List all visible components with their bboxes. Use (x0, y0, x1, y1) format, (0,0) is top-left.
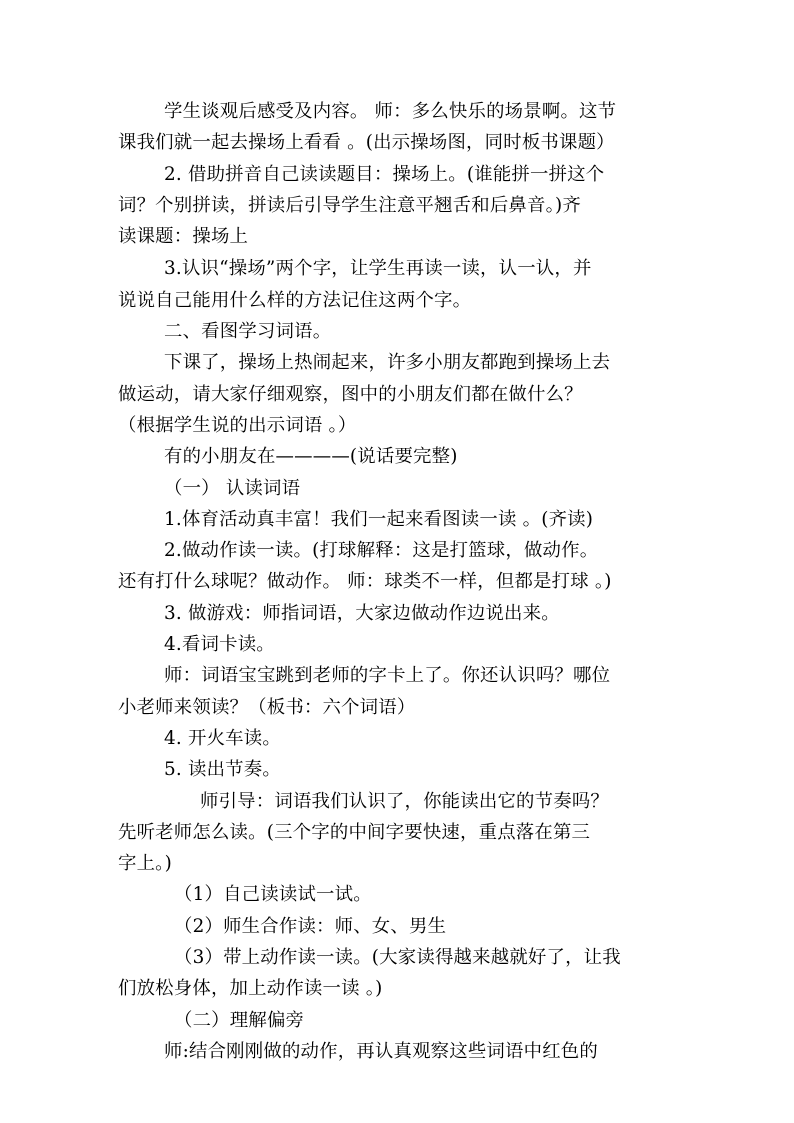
text-line: （根据学生说的出示词语 。） (118, 414, 357, 436)
text-line: 先听老师怎么读。(三个字的中间字要快速，重点落在第三 (118, 821, 591, 843)
document-body (118, 96, 678, 1067)
text-line: 师：词语宝宝跳到老师的字卡上了。你还认识吗？哪位 (164, 665, 611, 687)
text-line: （1）自己读读试一试。 (174, 884, 372, 906)
text-line: 们放松身体，加上动作读一读 。) (118, 978, 383, 1000)
text-line: 3. 做游戏：师指词语，大家边做动作边说出来。 (164, 602, 560, 624)
subsection-heading: （二）理解偏旁 (174, 1009, 305, 1031)
text-line: （3）带上动作读一读。(大家读得越来越就好了，让我 (174, 947, 621, 969)
section-heading: 二、看图学习词语。 (164, 321, 332, 343)
text-line: 下课了，操场上热闹起来，许多小朋友都跑到操场上去 (164, 352, 611, 374)
text-line: 说说自己能用什么样的方法记住这两个字。 (118, 289, 472, 311)
text-line: 5. 读出节奏。 (164, 759, 281, 781)
text-line: （2）师生合作读：师、女、男生 (174, 915, 447, 937)
subsection-heading: （一） 认读词语 (164, 477, 301, 499)
text-line: 1.体育活动真丰富！我们一起来看图读一读 。(齐读) (164, 508, 594, 530)
text-line: 学生谈观后感受及内容。 师：多么快乐的场景啊。这节 (164, 101, 617, 122)
text-line: 读课题：操场上 (118, 226, 249, 248)
text-line: 4.看词卡读。 (164, 634, 275, 656)
text-line: 还有打什么球呢？做动作。 师：球类不一样，但都是打球 。) (118, 571, 612, 593)
text-line: 师:结合刚刚做的动作，再认真观察这些词语中红色的 (164, 1040, 598, 1062)
text-line: 课我们就一起去操场上看看 。(出示操场图，同时板书课题） (118, 132, 615, 154)
text-line: 师引导：词语我们认识了，你能读出它的节奏吗？ (200, 790, 609, 812)
text-line: 3.认识“操场”两个字，让学生再读一读，认一认，并 (164, 258, 592, 280)
text-line: 4. 开火车读。 (164, 727, 281, 749)
text-line: 做运动，请大家仔细观察，图中的小朋友们都在做什么？ (118, 383, 583, 405)
text-line: 小老师来领读？（板书：六个词语） (118, 696, 416, 718)
text-line: 字上。) (118, 853, 172, 875)
text-line: 有的小朋友在————(说话要完整) (164, 446, 458, 468)
text-line: 词？个别拼读，拼读后引导学生注意平翘舌和后鼻音。)齐 (118, 194, 581, 216)
text-line: 2. 借助拼音自己读读题目：操场上。(谁能拼一拼这个 (164, 163, 605, 185)
text-line: 2.做动作读一读。(打球解释：这是打篮球，做动作。 (164, 540, 599, 562)
